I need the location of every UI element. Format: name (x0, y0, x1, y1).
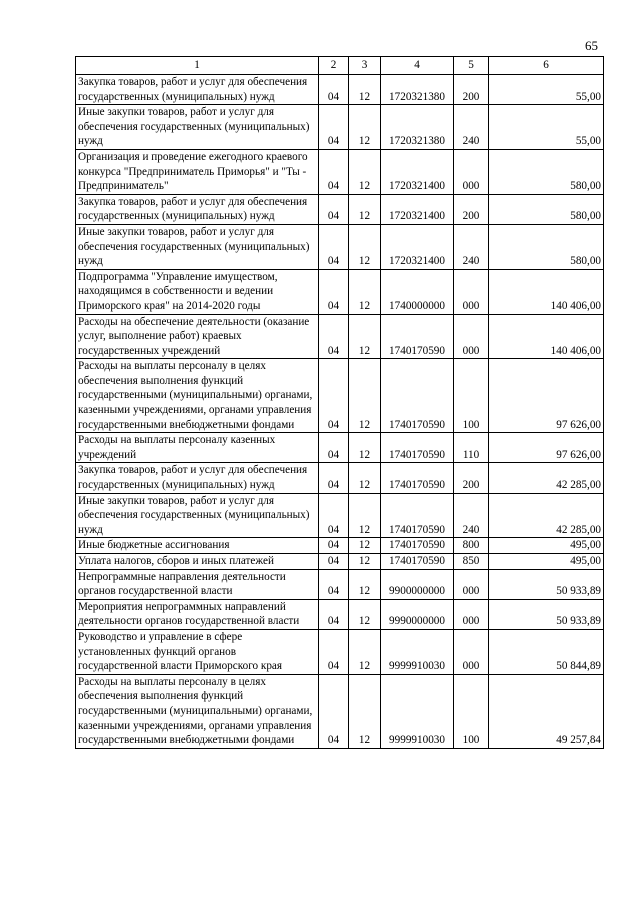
section-cell: 04 (319, 599, 349, 629)
amount-cell: 580,00 (489, 194, 604, 224)
target-code-cell: 1740170590 (381, 433, 454, 463)
section-cell: 04 (319, 538, 349, 554)
target-code-cell: 9900000000 (381, 569, 454, 599)
expense-type-cell: 850 (454, 554, 489, 570)
amount-cell: 495,00 (489, 554, 604, 570)
expense-name-cell: Иные бюджетные ассигнования (76, 538, 319, 554)
amount-cell: 42 285,00 (489, 493, 604, 538)
table-row (76, 105, 604, 150)
subsection-cell: 12 (349, 149, 381, 194)
subsection-cell: 12 (349, 433, 381, 463)
table-row (76, 269, 604, 314)
section-cell: 04 (319, 149, 349, 194)
expense-type-cell: 100 (454, 359, 489, 433)
expense-type-cell: 200 (454, 194, 489, 224)
expense-name-cell: Закупка товаров, работ и услуг для обеспечения государственных (муниципальных) нужд (76, 194, 319, 224)
section-cell: 04 (319, 674, 349, 748)
target-code-cell: 1720321380 (381, 105, 454, 150)
target-code-cell: 1720321380 (381, 75, 454, 105)
section-cell: 04 (319, 433, 349, 463)
section-cell: 04 (319, 463, 349, 493)
section-cell: 04 (319, 224, 349, 269)
section-cell: 04 (319, 75, 349, 105)
expense-name-cell: Расходы на выплаты персоналу в целях обеспечения выполнения функций государственными (муниципальными) органами, казенными учреждениями, органами управления государственными внебюджетными фондами (76, 674, 319, 748)
subsection-cell: 12 (349, 569, 381, 599)
expense-name-cell: Расходы на выплаты персоналу в целях обеспечения выполнения функций государственными (муниципальными) органами, казенными учреждениями, органами управления государственными внебюджетными фондами (76, 359, 319, 433)
expense-name-cell: Расходы на выплаты персоналу казенных учреждений (76, 433, 319, 463)
target-code-cell: 1740170590 (381, 359, 454, 433)
header-cell: 5 (454, 57, 489, 75)
table-row (76, 569, 604, 599)
expense-type-cell: 240 (454, 105, 489, 150)
subsection-cell: 12 (349, 359, 381, 433)
table-row (76, 149, 604, 194)
header-cell: 4 (381, 57, 454, 75)
subsection-cell: 12 (349, 674, 381, 748)
subsection-cell: 12 (349, 463, 381, 493)
expense-type-cell: 100 (454, 674, 489, 748)
amount-cell: 97 626,00 (489, 359, 604, 433)
amount-cell: 140 406,00 (489, 269, 604, 314)
subsection-cell: 12 (349, 599, 381, 629)
expense-name-cell: Иные закупки товаров, работ и услуг для обеспечения государственных (муниципальных) нужд (76, 105, 319, 150)
subsection-cell: 12 (349, 314, 381, 359)
table-row (76, 554, 604, 570)
table-row (76, 224, 604, 269)
amount-cell: 55,00 (489, 105, 604, 150)
subsection-cell: 12 (349, 538, 381, 554)
table-row (76, 599, 604, 629)
target-code-cell: 9999910030 (381, 629, 454, 674)
expense-name-cell: Непрограммные направления деятельности органов государственной власти (76, 569, 319, 599)
section-cell: 04 (319, 359, 349, 433)
table-row (76, 674, 604, 748)
subsection-cell: 12 (349, 269, 381, 314)
section-cell: 04 (319, 194, 349, 224)
amount-cell: 97 626,00 (489, 433, 604, 463)
table-row (76, 538, 604, 554)
table-row (76, 359, 604, 433)
expense-name-cell: Организация и проведение ежегодного краевого конкурса "Предприниматель Приморья" и "Ты - Предприниматель" (76, 149, 319, 194)
target-code-cell: 1720321400 (381, 194, 454, 224)
amount-cell: 580,00 (489, 149, 604, 194)
target-code-cell: 1740170590 (381, 554, 454, 570)
subsection-cell: 12 (349, 75, 381, 105)
table-row (76, 433, 604, 463)
section-cell: 04 (319, 629, 349, 674)
expense-name-cell: Руководство и управление в сфере установленных функций органов государственной власти Приморского края (76, 629, 319, 674)
expense-name-cell: Закупка товаров, работ и услуг для обеспечения государственных (муниципальных) нужд (76, 463, 319, 493)
header-cell: 6 (489, 57, 604, 75)
amount-cell: 140 406,00 (489, 314, 604, 359)
amount-cell: 580,00 (489, 224, 604, 269)
expense-name-cell: Уплата налогов, сборов и иных платежей (76, 554, 319, 570)
target-code-cell: 1740170590 (381, 538, 454, 554)
amount-cell: 50 933,89 (489, 599, 604, 629)
expense-name-cell: Иные закупки товаров, работ и услуг для обеспечения государственных (муниципальных) нужд (76, 224, 319, 269)
expense-name-cell: Подпрограмма "Управление имуществом, находящимся в собственности и ведении Приморского края" на 2014-2020 годы (76, 269, 319, 314)
section-cell: 04 (319, 493, 349, 538)
amount-cell: 55,00 (489, 75, 604, 105)
amount-cell: 50 933,89 (489, 569, 604, 599)
expense-type-cell: 200 (454, 463, 489, 493)
target-code-cell: 1740000000 (381, 269, 454, 314)
header-cell: 1 (76, 57, 319, 75)
section-cell: 04 (319, 554, 349, 570)
table-row (76, 463, 604, 493)
section-cell: 04 (319, 314, 349, 359)
expense-name-cell: Мероприятия непрограммных направлений деятельности органов государственной власти (76, 599, 319, 629)
section-cell: 04 (319, 105, 349, 150)
target-code-cell: 9990000000 (381, 599, 454, 629)
table-row (76, 493, 604, 538)
table-row (76, 314, 604, 359)
expense-type-cell: 800 (454, 538, 489, 554)
target-code-cell: 1740170590 (381, 314, 454, 359)
page-number: 65 (585, 38, 598, 53)
expense-name-cell: Закупка товаров, работ и услуг для обеспечения государственных (муниципальных) нужд (76, 75, 319, 105)
expense-type-cell: 000 (454, 569, 489, 599)
amount-cell: 495,00 (489, 538, 604, 554)
target-code-cell: 1720321400 (381, 149, 454, 194)
header-row (76, 57, 604, 75)
table-row (76, 194, 604, 224)
budget-table (75, 56, 604, 749)
expense-type-cell: 000 (454, 269, 489, 314)
subsection-cell: 12 (349, 493, 381, 538)
subsection-cell: 12 (349, 194, 381, 224)
target-code-cell: 1740170590 (381, 493, 454, 538)
header-cell: 2 (319, 57, 349, 75)
subsection-cell: 12 (349, 554, 381, 570)
amount-cell: 49 257,84 (489, 674, 604, 748)
header-cell: 3 (349, 57, 381, 75)
expense-type-cell: 000 (454, 149, 489, 194)
section-cell: 04 (319, 569, 349, 599)
subsection-cell: 12 (349, 105, 381, 150)
expense-name-cell: Иные закупки товаров, работ и услуг для обеспечения государственных (муниципальных) нужд (76, 493, 319, 538)
target-code-cell: 1740170590 (381, 463, 454, 493)
expense-type-cell: 200 (454, 75, 489, 105)
expense-type-cell: 000 (454, 599, 489, 629)
target-code-cell: 1720321400 (381, 224, 454, 269)
expense-type-cell: 110 (454, 433, 489, 463)
expense-type-cell: 240 (454, 493, 489, 538)
table-row (76, 629, 604, 674)
expense-name-cell: Расходы на обеспечение деятельности (оказание услуг, выполнение работ) краевых государственных учреждений (76, 314, 319, 359)
expense-type-cell: 000 (454, 314, 489, 359)
table-row (76, 75, 604, 105)
amount-cell: 50 844,89 (489, 629, 604, 674)
expense-type-cell: 240 (454, 224, 489, 269)
amount-cell: 42 285,00 (489, 463, 604, 493)
expense-type-cell: 000 (454, 629, 489, 674)
target-code-cell: 9999910030 (381, 674, 454, 748)
subsection-cell: 12 (349, 629, 381, 674)
subsection-cell: 12 (349, 224, 381, 269)
section-cell: 04 (319, 269, 349, 314)
